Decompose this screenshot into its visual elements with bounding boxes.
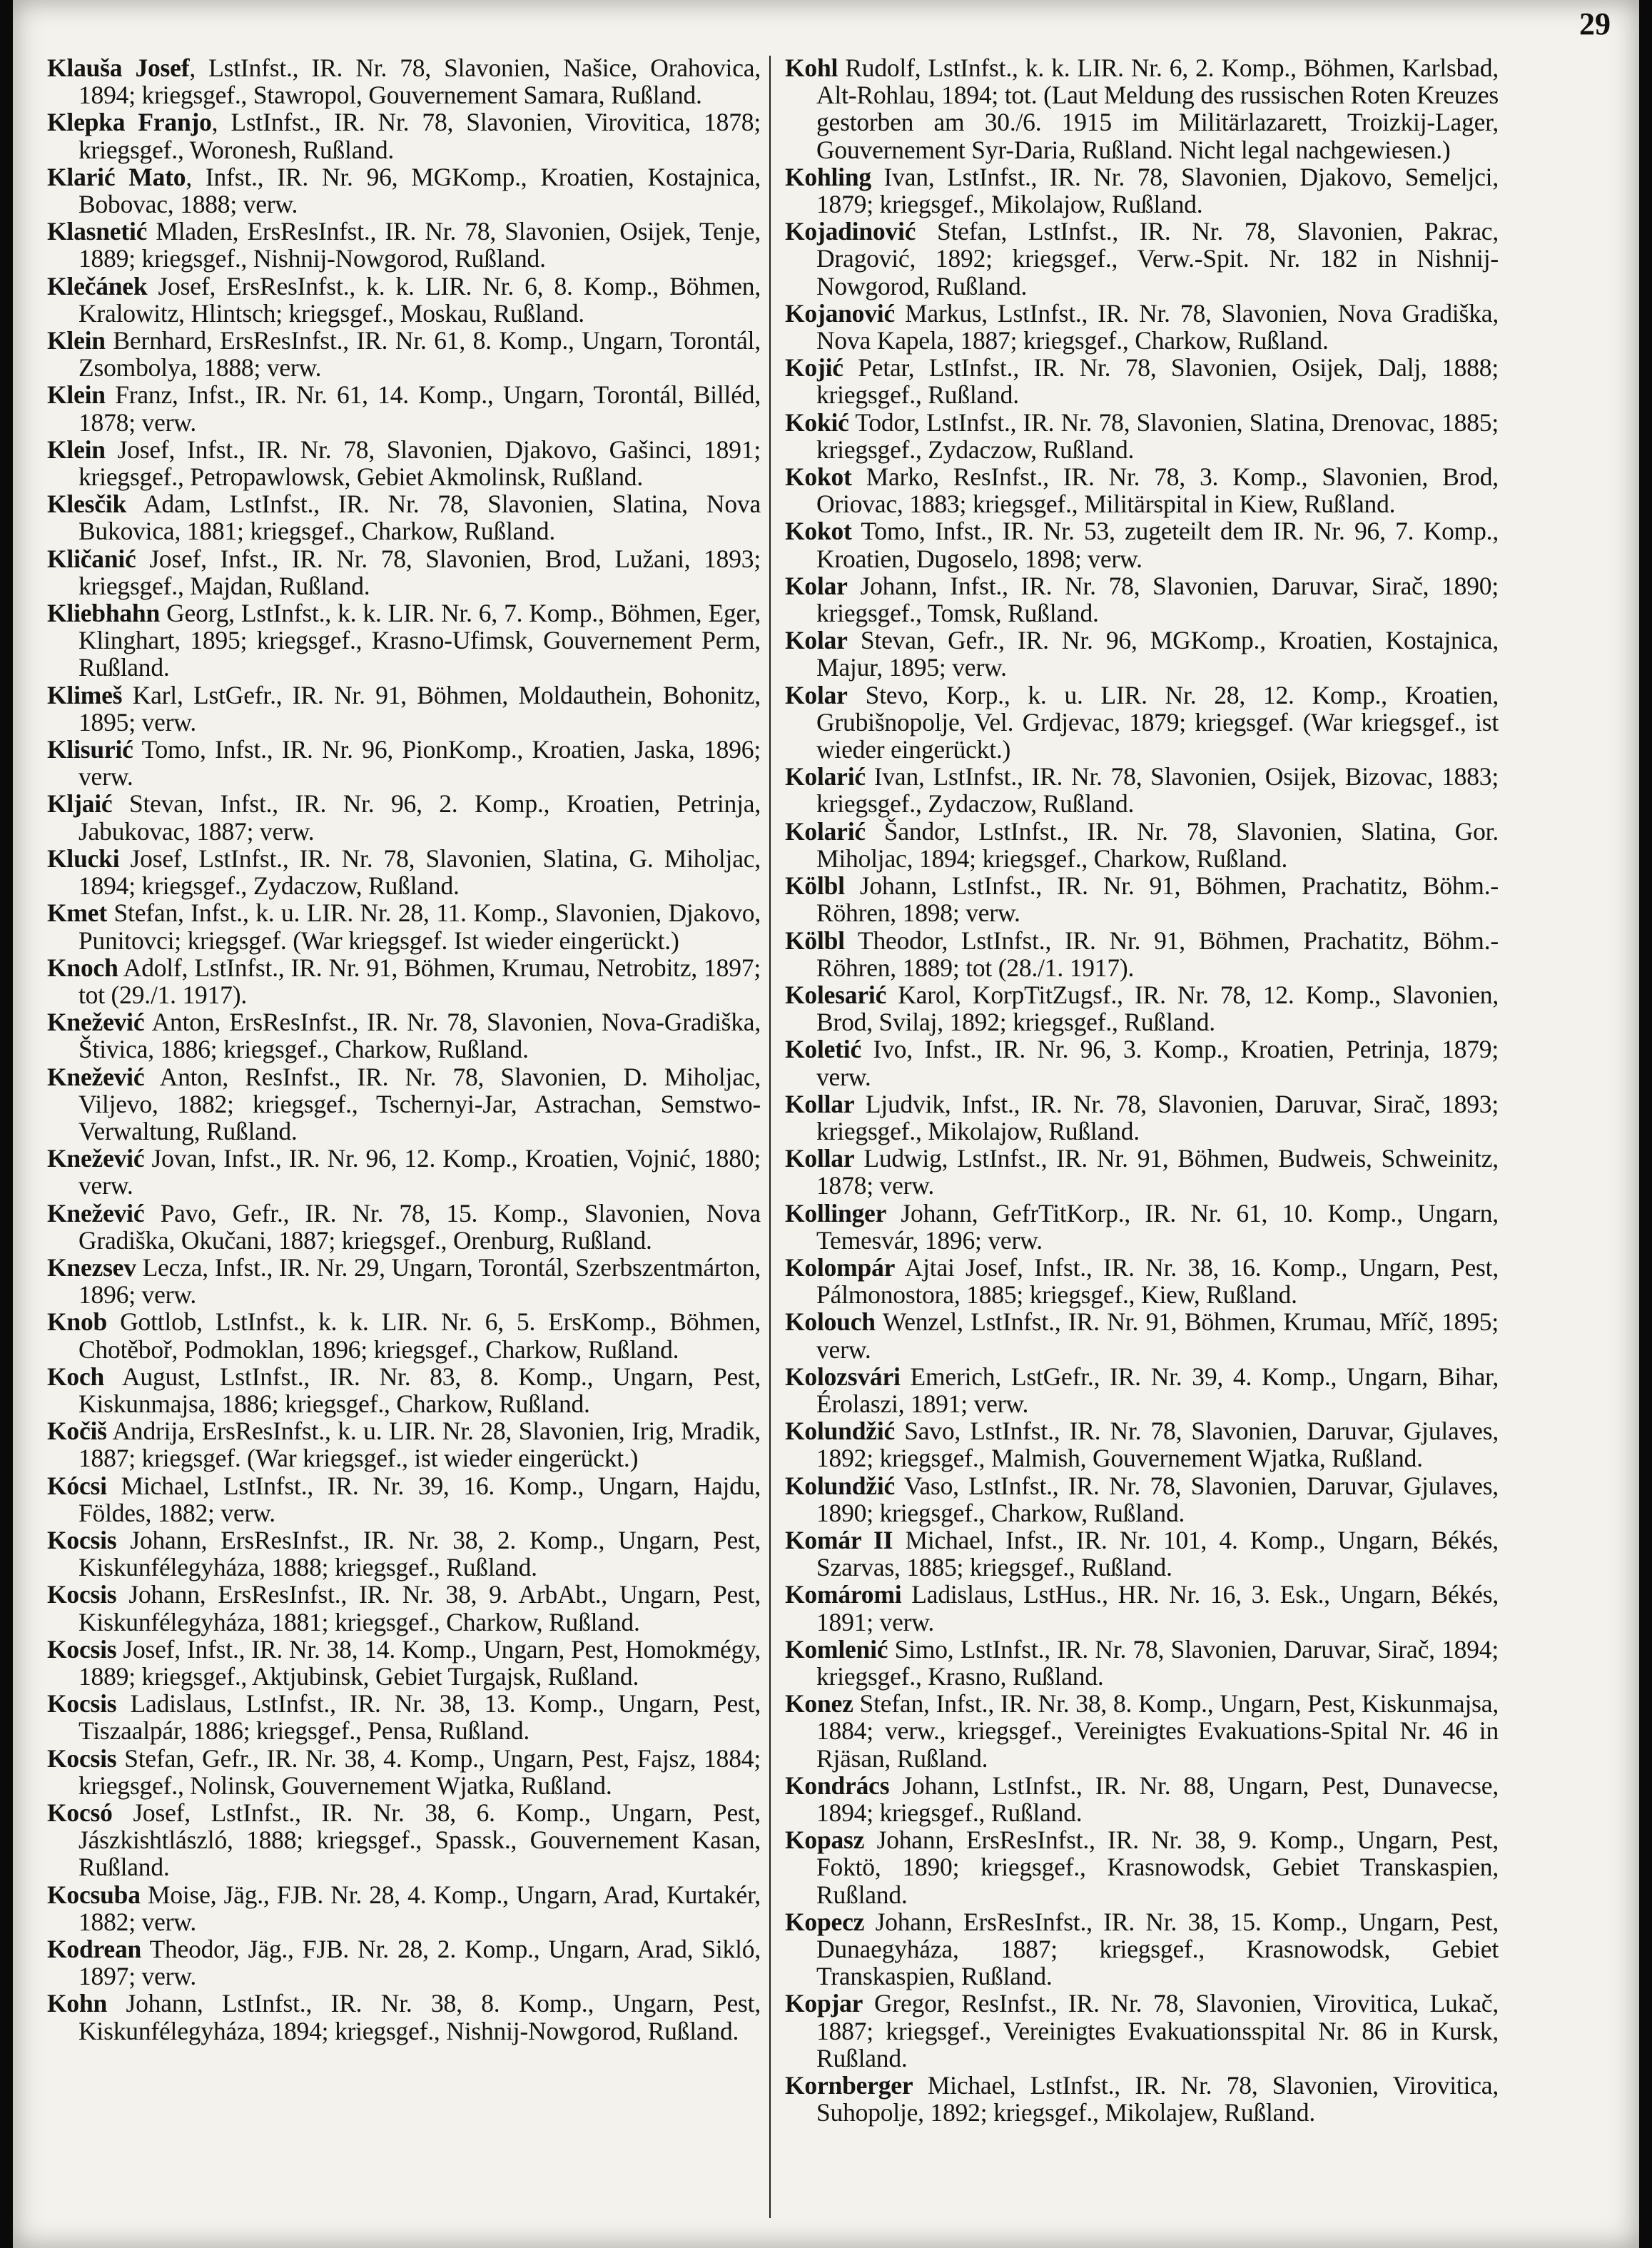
entry-surname: Klepka Franjo — [47, 108, 212, 137]
register-entry — [47, 1881, 761, 1935]
entry-details: Johann, LstInfst., IR. Nr. 91, Böhmen, Prachatitz, Böhm.-Röhren, 1898; verw. — [816, 871, 1499, 928]
register-entry — [47, 599, 761, 682]
entry-details: Šandor, LstInfst., IR. Nr. 78, Slavonien, Slatina, Gor. Miholjac, 1894; kriegsgef., Charkow, Rußland. — [816, 816, 1499, 873]
entry-surname: Kolar — [785, 626, 848, 655]
entry-surname: Kokić — [785, 407, 849, 437]
register-entry — [785, 409, 1499, 463]
entry-details: Johann, ErsResInfst., IR. Nr. 38, 9. Komp., Ungarn, Pest, Foktö, 1890; kriegsgef., Krasnowodsk, Gebiet Transkaspien, Rußland. — [816, 1826, 1499, 1909]
entry-surname: Komáromi — [785, 1580, 902, 1609]
entry-details: Vaso, LstInfst., IR. Nr. 78, Slavonien, Daruvar, Gjulaves, 1890; kriegsgef., Charkow, Rußland. — [816, 1471, 1499, 1527]
register-entry — [47, 1254, 761, 1308]
entry-details: , Infst., IR. Nr. 96, MGKomp., Kroatien, Kostajnica, Bobovac, 1888; verw. — [78, 162, 761, 219]
right-column — [785, 54, 1499, 2126]
entry-surname: Komár II — [785, 1525, 893, 1554]
register-entry — [785, 300, 1499, 354]
register-entry — [785, 1417, 1499, 1472]
entry-surname: Knoch — [47, 953, 118, 982]
register-entry — [47, 54, 761, 108]
entry-details: Moise, Jäg., FJB. Nr. 28, 4. Komp., Ungarn, Arad, Kurtakér, 1882; verw. — [78, 1880, 761, 1936]
register-entry — [785, 1090, 1499, 1145]
entry-surname: Kocsis — [47, 1525, 117, 1554]
register-entry — [47, 1308, 761, 1362]
entry-surname: Kölbl — [785, 871, 845, 901]
entry-surname: Klisurić — [47, 735, 133, 764]
register-entry — [785, 872, 1499, 926]
entry-details: Gottlob, LstInfst., k. k. LIR. Nr. 6, 5. ErsKomp., Böhmen, Chotěboř, Podmoklan, 1896; kriegsgef., Charkow, Rußland. — [78, 1307, 761, 1364]
register-entry — [785, 763, 1499, 817]
register-entry — [47, 790, 761, 844]
entry-details: Bernhard, ErsResInfst., IR. Nr. 61, 8. Komp., Ungarn, Torontál, Zsombolya, 1888; verw. — [78, 326, 761, 383]
register-entry — [785, 1826, 1499, 1908]
entry-details: Ljudvik, Infst., IR. Nr. 78, Slavonien, Daruvar, Sirač, 1893; kriegsgef., Mikolajow, Rußland. — [816, 1089, 1499, 1145]
entry-details: Emerich, LstGefr., IR. Nr. 39, 4. Komp., Ungarn, Bihar, Érolaszi, 1891; verw. — [816, 1362, 1499, 1418]
entry-surname: Kocsis — [47, 1689, 117, 1718]
register-entry — [47, 1145, 761, 1199]
entry-details: Jovan, Infst., IR. Nr. 96, 12. Komp., Kroatien, Vojnić, 1880; verw. — [78, 1144, 761, 1200]
entry-details: Simo, LstInfst., IR. Nr. 78, Slavonien, Daruvar, Sirač, 1894; kriegsgef., Krasno, Rußland. — [816, 1634, 1499, 1691]
register-entry — [47, 1799, 761, 1881]
entry-details: Ivan, LstInfst., IR. Nr. 78, Slavonien, Djakovo, Semeljci, 1879; kriegsgef., Mikolajow, Rußland. — [816, 162, 1499, 219]
register-entry — [47, 1745, 761, 1799]
entry-surname: Klein — [47, 380, 106, 410]
entry-surname: Kocsis — [47, 1580, 117, 1609]
entry-details: Josef, ErsResInfst., k. k. LIR. Nr. 6, 8. Komp., Böhmen, Kralowitz, Hlintsch; kriegsgef., Moskau, Rußland. — [78, 271, 761, 328]
register-entry — [47, 1690, 761, 1744]
entry-details: Ludwig, LstInfst., IR. Nr. 91, Böhmen, Budweis, Schweinitz, 1878; verw. — [816, 1144, 1499, 1200]
register-entry — [785, 927, 1499, 981]
register-entry — [785, 517, 1499, 572]
entry-details: Ivo, Infst., IR. Nr. 96, 3. Komp., Kroatien, Petrinja, 1879; verw. — [816, 1035, 1499, 1091]
entry-details: Tomo, Infst., IR. Nr. 53, zugeteilt dem IR. Nr. 96, 7. Komp., Kroatien, Dugoselo, 1898; verw. — [816, 517, 1499, 573]
register-entry — [785, 818, 1499, 872]
register-entry — [47, 682, 761, 736]
entry-surname: Klucki — [47, 844, 120, 873]
entry-surname: Kolozsvári — [785, 1362, 901, 1391]
entry-details: Ivan, LstInfst., IR. Nr. 78, Slavonien, Osijek, Bizovac, 1883; kriegsgef., Zydaczow, Rußland. — [816, 762, 1499, 819]
register-entry — [47, 108, 761, 163]
entry-details: Ladislaus, LstHus., HR. Nr. 16, 3. Esk., Ungarn, Békés, 1891; verw. — [816, 1580, 1499, 1636]
entry-surname: Kolundžić — [785, 1417, 896, 1446]
entry-details: Rudolf, LstInfst., k. k. LIR. Nr. 6, 2. Komp., Böhmen, Karlsbad, Alt-Rohlau, 1894; tot. (Laut Meldung des russischen Roten Kreuzes gestorben am 30./6. 1915 im Militärlazarett, Troizkij-Lager, Gouvernement Syr-Daria, Rußland. Nicht legal nachgewiesen.) — [816, 54, 1499, 164]
entry-surname: Kmet — [47, 898, 107, 928]
entry-surname: Kolarić — [785, 816, 866, 846]
scanned-page — [13, 0, 1639, 2248]
left-column — [47, 54, 761, 2045]
register-entry — [47, 436, 761, 490]
register-entry — [47, 1990, 761, 2044]
register-entry — [785, 572, 1499, 627]
register-entry — [47, 1200, 761, 1254]
entry-surname: Kocsis — [47, 1743, 117, 1773]
register-entry — [785, 1308, 1499, 1362]
entry-details: Josef, Infst., IR. Nr. 78, Slavonien, Brod, Lužani, 1893; kriegsgef., Majdan, Rußland. — [78, 544, 761, 600]
register-entry — [785, 627, 1499, 681]
entry-details: Josef, LstInfst., IR. Nr. 38, 6. Komp., Ungarn, Pest, Jászkishtlászló, 1888; kriegsgef., Spassk., Gouvernement Kasan, Rußland. — [78, 1798, 761, 1882]
register-entry — [785, 1636, 1499, 1690]
entry-details: Karol, KorpTitZugsf., IR. Nr. 78, 12. Komp., Slavonien, Brod, Svilaj, 1892; kriegsgef., Rußland. — [816, 980, 1499, 1037]
entry-surname: Kojanović — [785, 298, 895, 328]
entry-surname: Konez — [785, 1689, 853, 1718]
entry-surname: Kokot — [785, 517, 852, 546]
entry-surname: Kojić — [785, 353, 843, 383]
entry-surname: Knežević — [47, 1062, 145, 1091]
entry-surname: Koch — [47, 1362, 105, 1391]
register-entry — [785, 1772, 1499, 1826]
register-entry — [47, 736, 761, 790]
entry-surname: Kolompár — [785, 1252, 896, 1282]
entry-details: Tomo, Infst., IR. Nr. 96, PionKomp., Kroatien, Jaska, 1896; verw. — [78, 735, 761, 791]
register-entry — [785, 2072, 1499, 2126]
register-entry — [47, 545, 761, 599]
entry-surname: Komlenić — [785, 1634, 888, 1664]
entry-details: Savo, LstInfst., IR. Nr. 78, Slavonien, Daruvar, Gjulaves, 1892; kriegsgef., Malmish, Gouvernement Wjatka, Rußland. — [816, 1417, 1499, 1473]
register-entry — [47, 1581, 761, 1635]
entry-details: , LstInfst., IR. Nr. 78, Slavonien, Našice, Orahovica, 1894; kriegsgef., Stawropol, Gouvernement Samara, Rußland. — [78, 54, 761, 110]
entry-surname: Kollinger — [785, 1198, 887, 1227]
register-entry — [785, 1036, 1499, 1090]
register-entry — [785, 682, 1499, 764]
entry-details: Karl, LstGefr., IR. Nr. 91, Böhmen, Moldauthein, Bohonitz, 1895; verw. — [78, 680, 761, 736]
entry-surname: Knežević — [47, 1008, 145, 1037]
entry-details: Michael, Infst., IR. Nr. 101, 4. Komp., Ungarn, Békés, Szarvas, 1885; kriegsgef., Rußland. — [816, 1525, 1499, 1582]
entry-surname: Klasnetić — [47, 217, 148, 246]
register-entry — [785, 1526, 1499, 1581]
register-entry — [47, 381, 761, 435]
register-entry — [785, 1990, 1499, 2072]
entry-details: Michael, LstInfst., IR. Nr. 39, 16. Komp., Ungarn, Hajdu, Földes, 1882; verw. — [78, 1471, 761, 1527]
register-entry — [47, 954, 761, 1008]
entry-details: Adam, LstInfst., IR. Nr. 78, Slavonien, Slatina, Nova Bukovica, 1881; kriegsgef., Charkow, Rußland. — [78, 490, 761, 546]
register-entry — [47, 1472, 761, 1526]
register-entry — [47, 163, 761, 218]
register-entry — [785, 354, 1499, 408]
register-entry — [785, 463, 1499, 517]
entry-details: Stefan, Infst., k. u. LIR. Nr. 28, 11. Komp., Slavonien, Djakovo, Punitovci; kriegsgef. (War kriegsgef. Ist wieder eingerückt.) — [78, 898, 761, 955]
entry-surname: Kodrean — [47, 1935, 142, 1964]
entry-surname: Klarić Mato — [47, 162, 186, 191]
entry-details: Josef, Infst., IR. Nr. 78, Slavonien, Djakovo, Gašinci, 1891; kriegsgef., Petropawlowsk, Gebiet Akmolinsk, Rußland. — [78, 435, 761, 492]
entry-surname: Kocsuba — [47, 1880, 141, 1909]
register-entry — [47, 899, 761, 953]
register-entry — [785, 1581, 1499, 1635]
entry-details: Todor, LstInfst., IR. Nr. 78, Slavonien, Slatina, Drenovac, 1885; kriegsgef., Zydaczow, Rußland. — [816, 407, 1499, 464]
register-entry — [47, 1008, 761, 1063]
entry-details: Stevo, Korp., k. u. LIR. Nr. 28, 12. Komp., Kroatien, Grubišnopolje, Vel. Grdjevac, 1879; kriegsgef. (War kriegsgef., ist wieder eingerückt.) — [816, 680, 1499, 764]
entry-surname: Kočiš — [47, 1417, 107, 1446]
entry-surname: Knežević — [47, 1144, 145, 1173]
entry-details: Anton, ResInfst., IR. Nr. 78, Slavonien, D. Miholjac, Viljevo, 1882; kriegsgef., Tschernyi-Jar, Astrachan, Semstwo-Verwaltung, Rußland. — [78, 1062, 761, 1145]
entry-surname: Klein — [47, 326, 106, 355]
register-entry — [47, 273, 761, 327]
entry-details: Stefan, Infst., IR. Nr. 38, 8. Komp., Ungarn, Pest, Kiskunmajsa, 1884; verw., kriegsgef., Vereinigtes Evakuations-Spital Nr. 46 in Rjäsan, Rußland. — [816, 1689, 1499, 1773]
entry-surname: Kokot — [785, 462, 852, 492]
register-entry — [785, 1472, 1499, 1526]
entry-surname: Kolarić — [785, 762, 866, 791]
entry-details: Theodor, LstInfst., IR. Nr. 91, Böhmen, Prachatitz, Böhm.-Röhren, 1889; tot (28./1. 1917). — [816, 926, 1499, 982]
entry-surname: Kondrács — [785, 1771, 890, 1800]
entry-surname: Kornberger — [785, 2071, 913, 2100]
register-entry — [47, 1417, 761, 1472]
register-entry — [785, 54, 1499, 163]
entry-surname: Kölbl — [785, 926, 845, 955]
register-entry — [47, 490, 761, 545]
entry-details: Stefan, Gefr., IR. Nr. 38, 4. Komp., Ungarn, Pest, Fajsz, 1884; kriegsgef., Nolinsk, Gouvernement Wjatka, Rußland. — [78, 1743, 761, 1800]
register-entry — [785, 1254, 1499, 1308]
entry-details: Franz, Infst., IR. Nr. 61, 14. Komp., Ungarn, Torontál, Billéd, 1878; verw. — [78, 380, 761, 437]
entry-surname: Knob — [47, 1307, 108, 1337]
entry-surname: Kopjar — [785, 1989, 863, 2018]
entry-details: Ladislaus, LstInfst., IR. Nr. 38, 13. Komp., Ungarn, Pest, Tiszaalpár, 1886; kriegsgef., Pensa, Rußland. — [78, 1689, 761, 1746]
entry-surname: Kohn — [47, 1989, 108, 2018]
entry-surname: Kolar — [785, 571, 848, 600]
entry-surname: Kollar — [785, 1144, 855, 1173]
entry-details: Lecza, Infst., IR. Nr. 29, Ungarn, Torontál, Szerbszentmárton, 1896; verw. — [78, 1252, 761, 1310]
entry-details: Stevan, Infst., IR. Nr. 96, 2. Komp., Kroatien, Petrinja, Jabukovac, 1887; verw. — [78, 789, 761, 846]
entry-details: Marko, ResInfst., IR. Nr. 78, 3. Komp., Slavonien, Brod, Oriovac, 1883; kriegsgef., Militärspital in Kiew, Rußland. — [816, 462, 1499, 519]
entry-surname: Klesčik — [47, 490, 127, 519]
register-entry — [47, 218, 761, 272]
entry-surname: Knežević — [47, 1198, 145, 1227]
entry-details: Gregor, ResInfst., IR. Nr. 78, Slavonien, Virovitica, Lukač, 1887; kriegsgef., Vereinigtes Evakuationsspital Nr. 86 in Kursk, Rußland. — [816, 1989, 1499, 2072]
register-entry — [47, 1363, 761, 1417]
page-number: 29 — [1579, 6, 1611, 41]
entry-surname: Kojadinović — [785, 217, 916, 246]
entry-surname: Kolundžić — [785, 1471, 896, 1500]
entry-details: Johann, ErsResInfst., IR. Nr. 38, 2. Komp., Ungarn, Pest, Kiskunfélegyháza, 1888; kriegsgef., Rußland. — [78, 1525, 761, 1582]
entry-details: Johann, Infst., IR. Nr. 78, Slavonien, Daruvar, Sirač, 1890; kriegsgef., Tomsk, Rußland. — [816, 571, 1499, 628]
entry-details: Georg, LstInfst., k. k. LIR. Nr. 6, 7. Komp., Böhmen, Eger, Klinghart, 1895; kriegsgef., Krasno-Ufimsk, Gouvernement Perm, Rußland. — [78, 599, 761, 682]
entry-details: Michael, LstInfst., IR. Nr. 78, Slavonien, Virovitica, Suhopolje, 1892; kriegsgef., Mikolajew, Rußland. — [816, 2071, 1499, 2127]
entry-surname: Kliebhahn — [47, 599, 161, 628]
entry-details: Andrija, ErsResInfst., k. u. LIR. Nr. 28, Slavonien, Irig, Mradik, 1887; kriegsgef. (War kriegsgef., ist wieder eingerückt.) — [78, 1417, 761, 1473]
entry-surname: Klimeš — [47, 680, 123, 709]
entry-details: , LstInfst., IR. Nr. 78, Slavonien, Virovitica, 1878; kriegsgef., Woronesh, Rußland. — [78, 108, 761, 164]
entry-details: Anton, ErsResInfst., IR. Nr. 78, Slavonien, Nova-Gradiška, Štivica, 1886; kriegsgef., Charkow, Rußland. — [78, 1008, 761, 1064]
entry-surname: Kócsi — [47, 1471, 107, 1500]
entry-details: Petar, LstInfst., IR. Nr. 78, Slavonien, Osijek, Dalj, 1888; kriegsgef., Rußland. — [816, 353, 1499, 410]
entry-details: Wenzel, LstInfst., IR. Nr. 91, Böhmen, Krumau, Mříč, 1895; verw. — [816, 1307, 1499, 1364]
entry-details: Stefan, LstInfst., IR. Nr. 78, Slavonien, Pakrac, Dragović, 1892; kriegsgef., Verw.-Spit. Nr. 182 in Nishnij-Nowgorod, Rußland. — [816, 217, 1499, 300]
entry-surname: Klečánek — [47, 271, 148, 300]
entry-surname: Kocsis — [47, 1634, 117, 1664]
entry-details: Josef, LstInfst., IR. Nr. 78, Slavonien, Slatina, G. Miholjac, 1894; kriegsgef., Zydaczow, Rußland. — [78, 844, 761, 901]
register-entry — [785, 1690, 1499, 1772]
register-entry — [785, 1908, 1499, 1990]
entry-details: Ajtai Josef, Infst., IR. Nr. 38, 16. Komp., Ungarn, Pest, Pálmonostora, 1885; kriegsgef., Kiew, Rußland. — [816, 1252, 1499, 1310]
entry-surname: Kolar — [785, 680, 848, 709]
register-entry — [785, 981, 1499, 1036]
register-entry — [47, 1636, 761, 1690]
entry-details: August, LstInfst., IR. Nr. 83, 8. Komp., Ungarn, Pest, Kiskunmajsa, 1886; kriegsgef., Charkow, Rußland. — [78, 1362, 761, 1418]
entry-details: Adolf, LstInfst., IR. Nr. 91, Böhmen, Krumau, Netrobitz, 1897; tot (29./1. 1917). — [78, 953, 761, 1009]
entry-details: Johann, ErsResInfst., IR. Nr. 38, 9. ArbAbt., Ungarn, Pest, Kiskunfélegyháza, 1881; kriegsgef., Charkow, Rußland. — [78, 1580, 761, 1636]
entry-details: Johann, ErsResInfst., IR. Nr. 38, 15. Komp., Ungarn, Pest, Dunaegyháza, 1887; kriegsgef., Krasnowodsk, Gebiet Transkaspien, Rußland. — [816, 1907, 1499, 1991]
entry-surname: Klein — [47, 435, 106, 464]
entry-details: Johann, LstInfst., IR. Nr. 88, Ungarn, Pest, Dunavecse, 1894; kriegsgef., Rußland. — [816, 1771, 1499, 1827]
entry-surname: Koletić — [785, 1035, 862, 1064]
register-entry — [47, 845, 761, 899]
register-entry — [785, 1145, 1499, 1199]
column-divider — [769, 56, 771, 2218]
entry-surname: Kličanić — [47, 544, 136, 573]
entry-details: Johann, GefrTitKorp., IR. Nr. 61, 10. Komp., Ungarn, Temesvár, 1896; verw. — [816, 1198, 1499, 1255]
entry-surname: Kolesarić — [785, 980, 887, 1009]
register-entry — [785, 163, 1499, 218]
entry-details: Mladen, ErsResInfst., IR. Nr. 78, Slavonien, Osijek, Tenje, 1889; kriegsgef., Nishnij-Nowgorod, Rußland. — [78, 217, 761, 273]
entry-surname: Kollar — [785, 1089, 855, 1118]
entry-surname: Kocsó — [47, 1798, 113, 1827]
entry-details: Theodor, Jäg., FJB. Nr. 28, 2. Komp., Ungarn, Arad, Sikló, 1897; verw. — [78, 1935, 761, 1991]
register-entry — [47, 1935, 761, 1990]
entry-surname: Kohl — [785, 54, 838, 82]
entry-details: Johann, LstInfst., IR. Nr. 38, 8. Komp., Ungarn, Pest, Kiskunfélegyháza, 1894; kriegsgef., Nishnij-Nowgorod, Rußland. — [78, 1989, 761, 2045]
register-entry — [47, 327, 761, 381]
entry-surname: Kolouch — [785, 1307, 876, 1337]
entry-surname: Kljaić — [47, 789, 113, 819]
register-entry — [47, 1063, 761, 1145]
entry-surname: Klauša Josef — [47, 54, 190, 82]
register-entry — [785, 1200, 1499, 1254]
entry-surname: Kopecz — [785, 1907, 865, 1936]
entry-surname: Kohling — [785, 162, 871, 191]
entry-surname: Kopasz — [785, 1826, 865, 1855]
entry-details: Markus, LstInfst., IR. Nr. 78, Slavonien, Nova Gradiška, Nova Kapela, 1887; kriegsgef., Charkow, Rußland. — [816, 298, 1499, 355]
entry-details: Pavo, Gefr., IR. Nr. 78, 15. Komp., Slavonien, Nova Gradiška, Okučani, 1887; kriegsgef., Orenburg, Rußland. — [78, 1198, 761, 1255]
entry-surname: Knezsev — [47, 1252, 136, 1282]
entry-details: Stevan, Gefr., IR. Nr. 96, MGKomp., Kroatien, Kostajnica, Majur, 1895; verw. — [816, 626, 1499, 682]
register-entry — [785, 218, 1499, 300]
register-entry — [785, 1363, 1499, 1417]
register-entry — [47, 1526, 761, 1581]
entry-details: Josef, Infst., IR. Nr. 38, 14. Komp., Ungarn, Pest, Homokmégy, 1889; kriegsgef., Aktjubinsk, Gebiet Turgajsk, Rußland. — [78, 1634, 761, 1691]
